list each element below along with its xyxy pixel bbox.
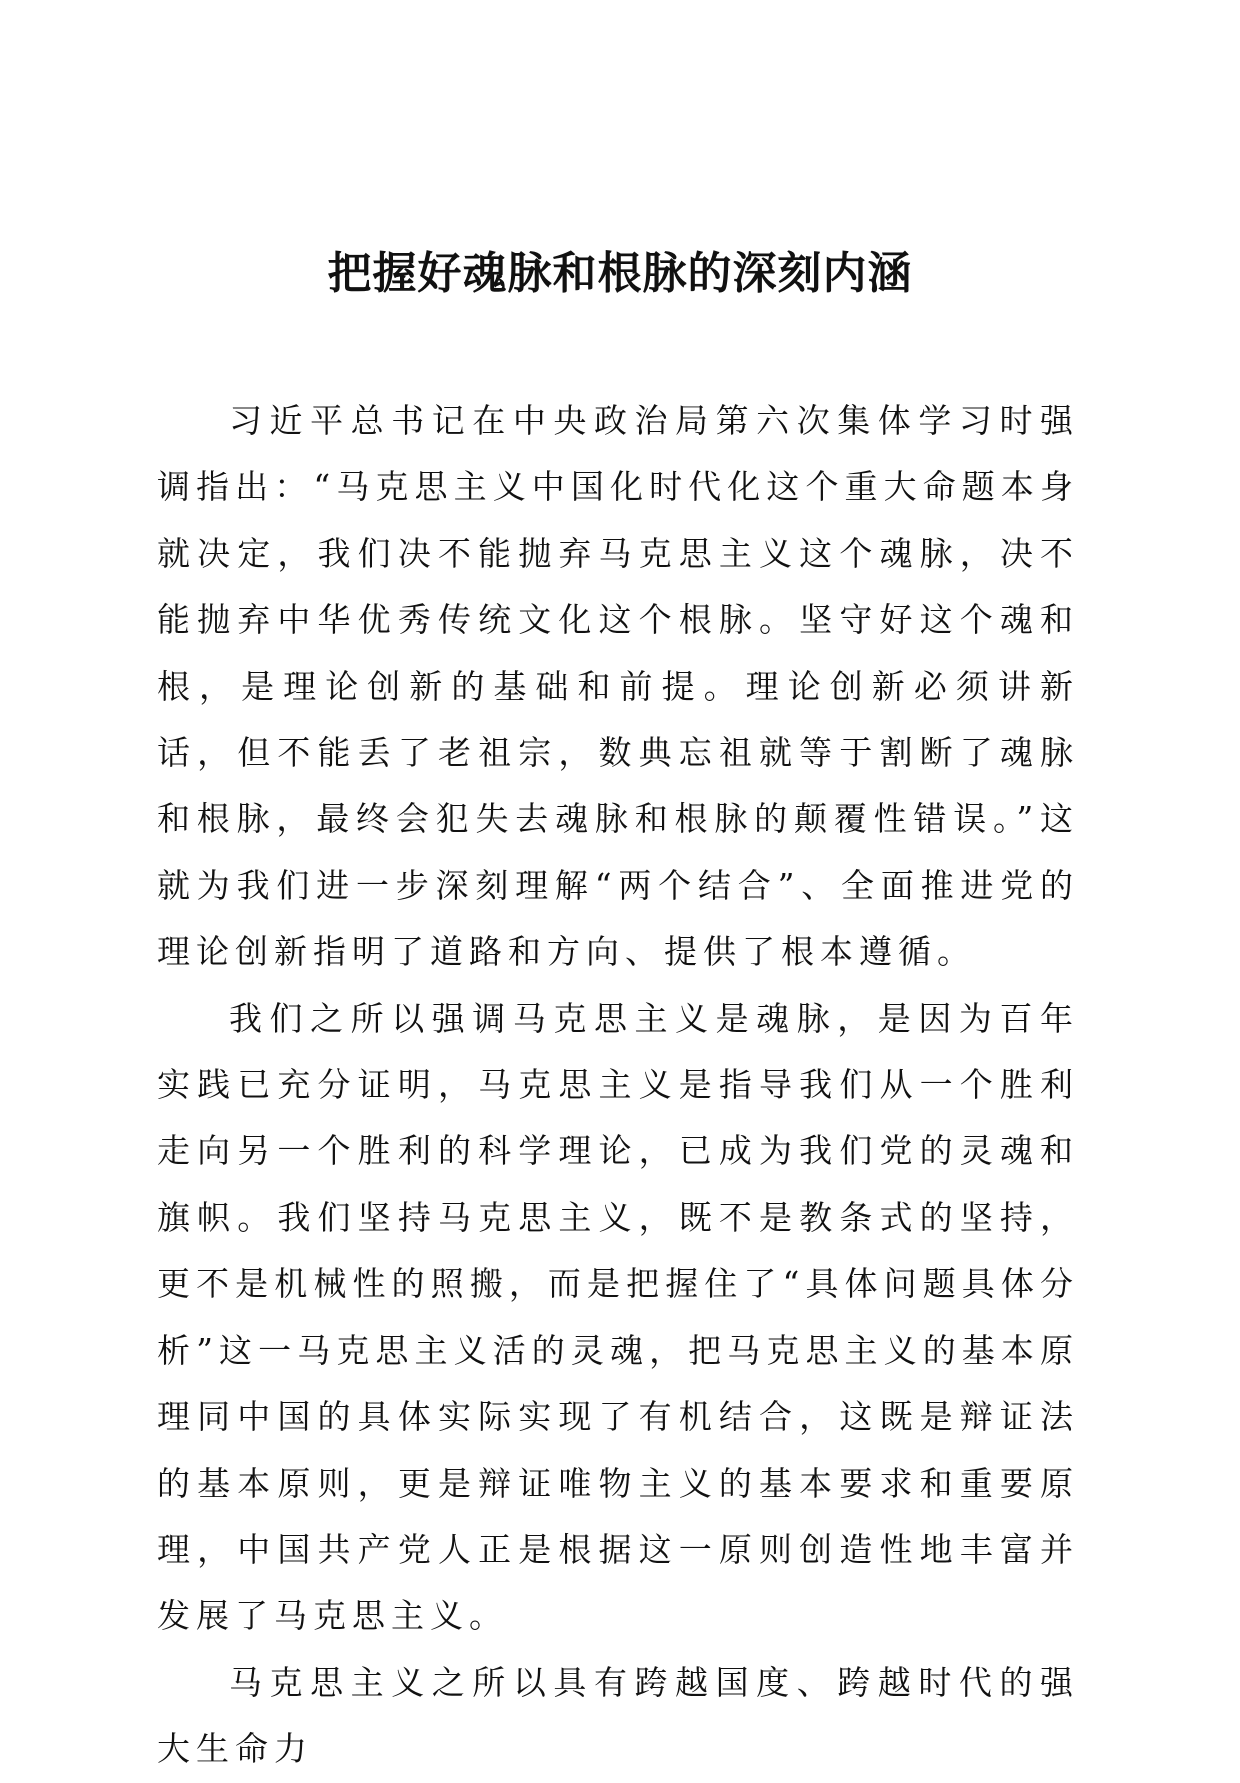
paragraph-2: 我们之所以强调马克思主义是魂脉，是因为百年实践已充分证明，马克思主义是指导我们从一个胜利走向另一个胜利的科学理论，已成为我们党的灵魂和旗帜。我们坚持马克思主义，既不是教条式的坚持，更不是机械性的照搬，而是把握住了“具体问题具体分析”这一马克思主义活的灵魂，把马克思主义的基本原理同中国的具体实际实现了有机结合，这既是辩证法的基本原则，更是辩证唯物主义的基本要求和重要原理，中国共产党人正是根据这一原则创造性地丰富并发展了马克思主义。 — [157, 998, 1079, 1636]
paragraph-3: 马克思主义之所以具有跨越国度、跨越时代的强大生命力 — [157, 1662, 1079, 1769]
document-title: 把握好魂脉和根脉的深刻内涵 — [327, 248, 913, 299]
paragraph-1: 习近平总书记在中央政治局第六次集体学习时强调指出：“马克思主义中国化时代化这个重大命题本身就决定，我们决不能抛弃马克思主义这个魂脉，决不能抛弃中华优秀传统文化这个根脉。坚守好这个魂和根，是理论创新的基础和前提。理论创新必须讲新话，但不能丢了老祖宗，数典忘祖就等于割断了魂脉和根脉，最终会犯失去魂脉和根脉的颠覆性错误。”这就为我们进一步深刻理解“两个结合”、全面推进党的理论创新指明了道路和方向、提供了根本遵循。 — [157, 401, 1079, 972]
document-body — [157, 388, 1079, 1783]
